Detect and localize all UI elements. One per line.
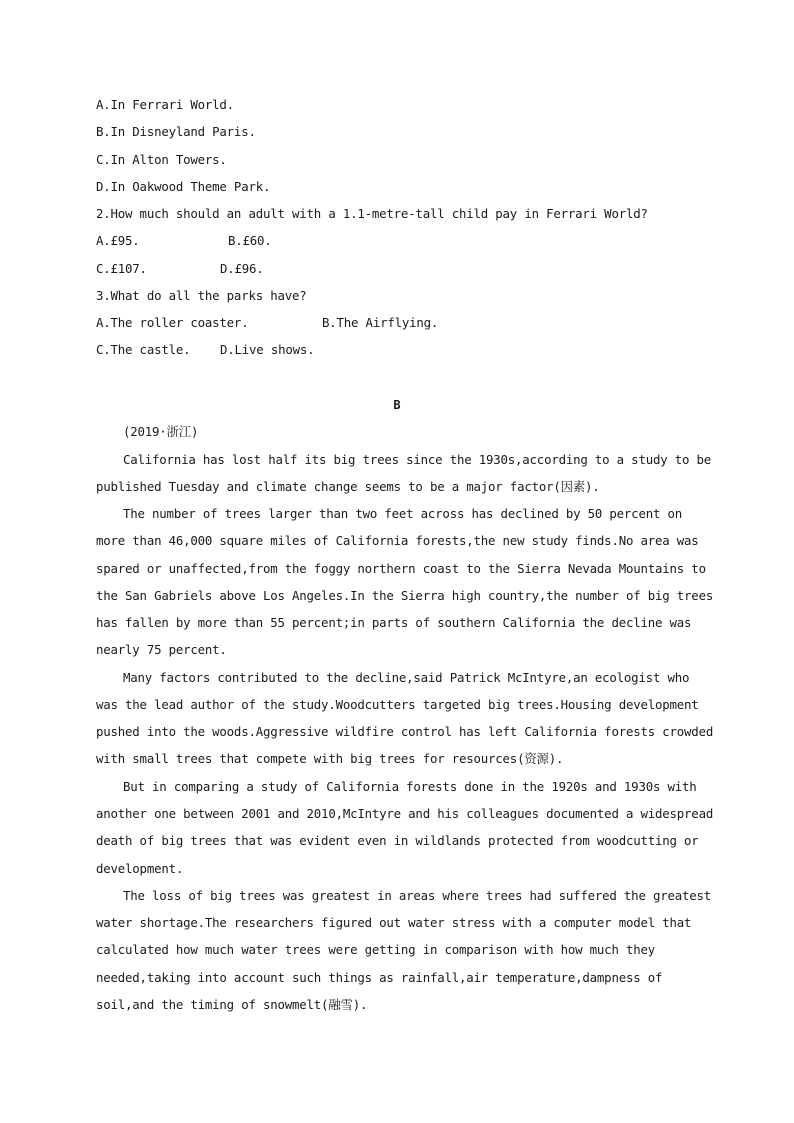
- passage-line: But in comparing a study of California forests done in the 1920s and 1930s with: [123, 779, 697, 794]
- passage-line: pushed into the woods.Aggressive wildfire control has left California forests crowded: [96, 724, 714, 739]
- passage-line: more than 46,000 square miles of California forests,the new study finds.No area was: [96, 533, 699, 548]
- section-b-title: B: [393, 398, 401, 412]
- passage-line: The loss of big trees was greatest in areas where trees had suffered the greatest: [123, 888, 712, 903]
- passage-line: another one between 2001 and 2010,McIntyre and his colleagues documented a widespread: [96, 806, 714, 821]
- section-b-source: (2019·浙江): [123, 424, 199, 439]
- passage-line: soil,and the timing of snowmelt(融雪).: [96, 997, 368, 1012]
- passage-line: The number of trees larger than two feet across has declined by 50 percent on: [123, 506, 683, 521]
- q3-option-c: C.The castle.: [96, 342, 191, 357]
- q3-option-d: D.Live shows.: [220, 342, 315, 357]
- passage-line: California has lost half its big trees since the 1930s,according to a study to be: [123, 452, 712, 467]
- q3-option-a: A.The roller coaster.: [96, 315, 249, 330]
- q1-option-d: D.In Oakwood Theme Park.: [96, 179, 271, 194]
- passage-line: spared or unaffected,from the foggy northern coast to the Sierra Nevada Mountains to: [96, 561, 706, 576]
- passage-line: was the lead author of the study.Woodcutters targeted big trees.Housing development: [96, 697, 699, 712]
- passage-line: calculated how much water trees were getting in comparison with how much they: [96, 942, 656, 957]
- q1-option-c: C.In Alton Towers.: [96, 152, 227, 167]
- q2-option-a: A.£95.: [96, 233, 140, 248]
- passage-line: development.: [96, 861, 184, 876]
- passage-line: Many factors contributed to the decline,said Patrick McIntyre,an ecologist who: [123, 670, 690, 685]
- passage-line: water shortage.The researchers figured out water stress with a computer model that: [96, 915, 692, 930]
- q2-stem: 2.How much should an adult with a 1.1-metre-tall child pay in Ferrari World?: [96, 206, 648, 221]
- q2-option-d: D.£96.: [220, 261, 264, 276]
- q2-option-b: B.£60.: [228, 233, 272, 248]
- q1-option-a: A.In Ferrari World.: [96, 97, 234, 112]
- passage-line: has fallen by more than 55 percent;in parts of southern California the decline was: [96, 615, 692, 630]
- passage-line: the San Gabriels above Los Angeles.In the Sierra high country,the number of big trees: [96, 588, 714, 603]
- q1-option-b: B.In Disneyland Paris.: [96, 124, 256, 139]
- passage-line: with small trees that compete with big trees for resources(资源).: [96, 751, 564, 766]
- passage-line: published Tuesday and climate change seems to be a major factor(因素).: [96, 479, 600, 494]
- passage-line: nearly 75 percent.: [96, 642, 227, 657]
- passage-line: death of big trees that was evident even in wildlands protected from woodcutting or: [96, 833, 699, 848]
- q3-option-b: B.The Airflying.: [322, 315, 439, 330]
- passage-line: needed,taking into account such things as rainfall,air temperature,dampness of: [96, 970, 663, 985]
- q2-option-c: C.£107.: [96, 261, 147, 276]
- q3-stem: 3.What do all the parks have?: [96, 288, 307, 303]
